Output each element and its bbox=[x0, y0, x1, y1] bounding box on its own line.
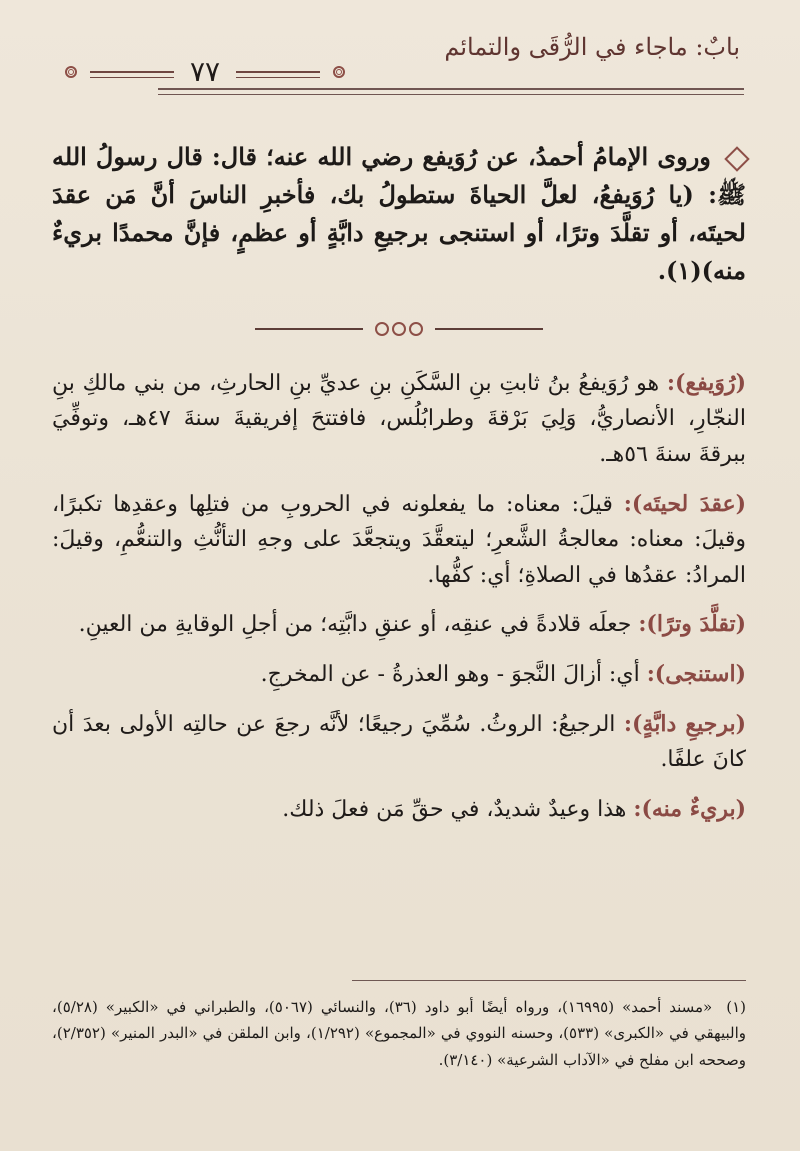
divider-line bbox=[435, 328, 543, 330]
entry-text: هذا وعيدٌ شديدٌ، في حقِّ مَن فعلَ ذلك. bbox=[282, 796, 627, 822]
divider-line bbox=[255, 328, 363, 330]
entry-term: (رُوَيفع): bbox=[666, 369, 746, 396]
entry-text: هو رُوَيفعُ بنُ ثابتِ بنِ السَّكَنِ بنِ عديِّ بنِ الحارثِ، من بني مالكِ بنِ النجّارِ، الأنصاريُّ، وَلِيَ بَرْقةَ وطرابُلُس، فافتتحَ إفريقيةَ سنةَ ٤٧هـ، وتوفِّيَ ببرقةَ سنةَ ٥٦هـ. bbox=[52, 370, 746, 467]
running-header bbox=[52, 30, 746, 112]
entry-term: (بريءٌ منه): bbox=[633, 795, 746, 822]
footnote-rule bbox=[352, 980, 746, 981]
commentary-section bbox=[52, 366, 746, 828]
header-rule bbox=[158, 88, 744, 90]
commentary-entry-ruwayfi bbox=[52, 366, 746, 473]
hadith-text-block bbox=[52, 138, 746, 290]
ornament-icon bbox=[375, 320, 423, 338]
entry-term: (برجيعِ دابَّةٍ): bbox=[623, 710, 747, 737]
footnote-text: «مسند أحمد» (١٦٩٩٥)، ورواه أيضًا أبو داود (٣٦)، والنسائي (٥٠٦٧)، والطبراني في «الكبير» (٥/٢٨)، والبيهقي في «الكبرى» (٥٣٣)، وحسنه النووي في «المجموع» (١/٢٩٢)، وابن الملقن في «البدر المنير» (٢/٣٥٢)، وصححه ابن مفلح في «الآداب الشرعية» (٣/١٤٠). bbox=[52, 998, 746, 1069]
ornament-icon bbox=[330, 63, 348, 81]
diamond-marker-icon bbox=[724, 146, 749, 171]
entry-text: أي: أزالَ النَّجوَ - وهو العذرةُ - عن المخرجِ. bbox=[260, 662, 640, 687]
commentary-entry-bari-minh bbox=[52, 792, 746, 828]
commentary-entry-istanja bbox=[52, 657, 746, 693]
entry-term: (استنجى): bbox=[646, 661, 746, 687]
commentary-entry-aqd-lihyatah bbox=[52, 487, 746, 594]
section-divider bbox=[52, 320, 746, 338]
page-number-rule bbox=[236, 71, 320, 73]
entry-text: الرجيعُ: الروثُ. سُمِّيَ رجيعًا؛ لأنَّه رجعَ عن حالتِه الأولى بعدَ أن كانَ علفًا. bbox=[52, 711, 746, 773]
footnotes bbox=[52, 994, 746, 1073]
entry-term: (عقدَ لحيتَه): bbox=[623, 490, 746, 517]
hadith-text: وروى الإمامُ أحمدُ، عن رُوَيفع رضي الله عنه؛ قال: قال رسولُ الله ﷺ: (يا رُوَيفعُ، لعلَّ الحياةَ ستطولُ بك، فأخبرِ الناسَ أنَّ مَن عقدَ لحيتَه، أو تقلَّدَ وترًا، أو استنجى برجيعِ دابَّةٍ أو عظمٍ، فإنَّ محمدًا بريءٌ منه)(١). bbox=[52, 142, 746, 285]
page-number-rule bbox=[90, 71, 174, 73]
commentary-entry-taqallada-watran bbox=[52, 607, 746, 643]
ornament-icon bbox=[62, 63, 80, 81]
commentary-entry-rajee-dabbah bbox=[52, 707, 746, 778]
page-number-block bbox=[62, 55, 348, 88]
entry-text: قيلَ: معناه: ما يفعلونه في الحروبِ من فتلِها وعقدِها تكبرًا، وقيلَ: معناه: معالجةُ الشَّعرِ؛ ليتعقَّدَ ويتجعَّدَ على وجهِ التأنُّثِ والتنعُّمِ، وقيلَ: المرادُ: عقدُها في الصلاةِ؛ أي: كفُّها. bbox=[52, 491, 746, 588]
chapter-title: بابٌ: ماجاء في الرُّقَى والتمائم bbox=[444, 33, 740, 61]
entry-text: جعلَه قلادةً في عنقِه، أو عنقِ دابَّتِه؛ من أجلِ الوقايةِ من العينِ. bbox=[78, 612, 632, 638]
page-number: ٧٧ bbox=[190, 55, 221, 88]
footnote-marker: (١) bbox=[726, 998, 747, 1016]
entry-term: (تقلَّدَ وترًا): bbox=[638, 611, 746, 638]
